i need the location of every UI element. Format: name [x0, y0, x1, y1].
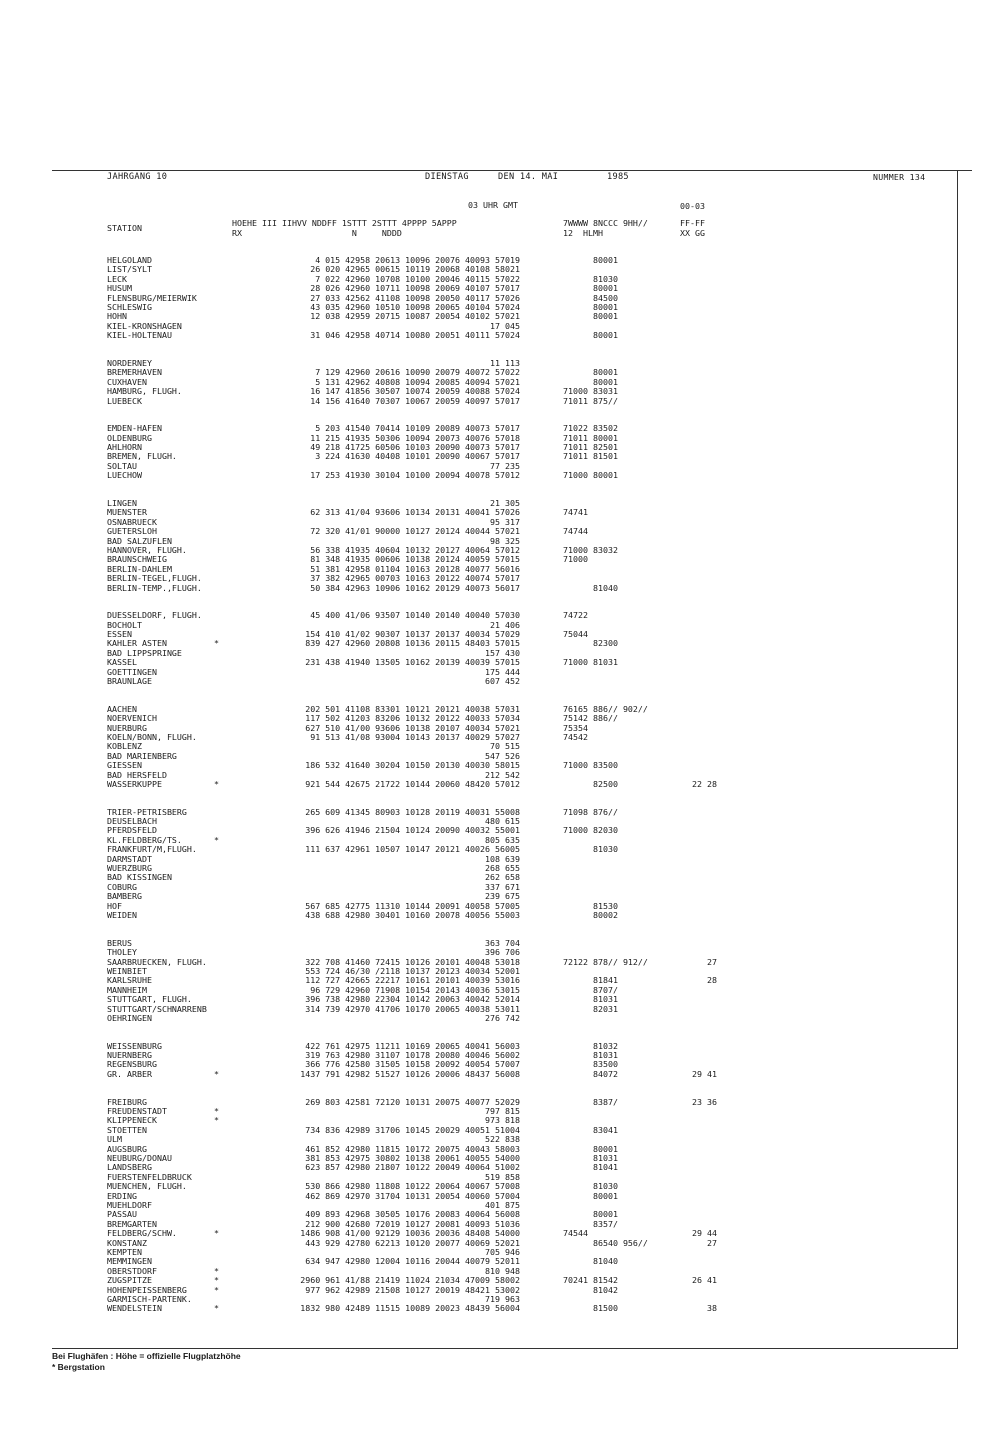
mountain-marker: *	[214, 834, 219, 845]
station-name: BAD SALZUFLEN	[107, 535, 172, 546]
weather-groups: 81031	[563, 1050, 618, 1060]
synop-groups: 262 658	[485, 872, 520, 883]
mountain-marker: *	[214, 778, 219, 789]
station-name: NORDERNEY	[107, 357, 152, 368]
column-weather-sub: 12 HLMH	[563, 228, 603, 238]
synop-groups: 49 218 41725 60506 10103 20090 40073 57017	[310, 442, 520, 452]
station-name: AHLHORN	[107, 442, 142, 452]
mountain-marker: *	[214, 1265, 219, 1276]
station-name: BAD HERSFELD	[107, 769, 167, 780]
weather-groups: 71000	[563, 554, 588, 565]
gust-values: 27	[692, 1237, 717, 1248]
station-name: HUSUM	[107, 283, 132, 294]
station-name: LIST/SYLT	[107, 264, 152, 275]
weather-groups: 80001	[563, 330, 618, 341]
station-name: HOHN	[107, 311, 127, 322]
station-name: AUGSBURG	[107, 1143, 147, 1154]
weather-groups: 86540 956//	[563, 1237, 648, 1248]
station-name: BERUS	[107, 937, 132, 948]
weather-groups: 81041	[563, 1162, 618, 1173]
synop-groups: 186 532 41640 30204 10150 20130 40030 58015	[305, 760, 520, 771]
date-label: DEN 14. MAI	[498, 172, 559, 182]
weather-groups: 76165 886// 902//	[563, 703, 648, 714]
synop-groups: 973 818	[485, 1115, 520, 1126]
station-name: ERDING	[107, 1190, 137, 1201]
footnotes	[52, 1351, 241, 1373]
station-name: ESSEN	[107, 629, 132, 639]
station-name: CUXHAVEN	[107, 376, 147, 387]
synop-groups: 11 215 41935 50306 10094 20073 40076 57018	[310, 432, 520, 443]
synop-groups: 70 515	[490, 741, 520, 752]
station-name: KARLSRUHE	[107, 975, 152, 986]
weather-groups: 82031	[563, 1003, 618, 1014]
synop-groups: 51 381 42958 01104 10163 20128 40077 56016	[310, 563, 520, 574]
weather-groups: 82300	[563, 638, 618, 649]
station-name: KIEL-KRONSHAGEN	[107, 320, 182, 331]
weather-groups: 74542	[563, 731, 588, 742]
gust-values: 29 44	[692, 1228, 717, 1239]
station-name: BRAUNLAGE	[107, 676, 152, 686]
synop-groups: 17 045	[490, 320, 520, 331]
station-name: SAARBRUECKEN, FLUGH.	[107, 956, 207, 967]
synop-groups: 7 129 42960 20616 10090 20079 40072 57022	[315, 367, 520, 378]
synop-groups: 95 317	[490, 516, 520, 527]
station-name: OSNABRUECK	[107, 516, 157, 527]
synop-groups: 11 113	[490, 357, 520, 368]
column-wind: FF-FF	[680, 218, 705, 228]
column-wind-sub: XX GG	[680, 228, 705, 238]
weather-groups: 81031	[563, 1152, 618, 1163]
synop-groups: 396 626 41946 21504 10124 20090 40032 55001	[305, 825, 520, 836]
weather-groups: 71011 81501	[563, 451, 618, 462]
station-name: BREMERHAVEN	[107, 367, 162, 378]
synop-groups: 117 502 41203 83206 10132 20122 40033 57034	[305, 713, 520, 724]
synop-groups: 212 900 42680 72019 10127 20081 40093 51036	[305, 1218, 520, 1229]
weather-groups: 80001	[563, 311, 618, 322]
synop-groups: 553 724 46/30 /2118 10137 20123 40034 52001	[305, 965, 520, 976]
weather-groups: 81841	[563, 975, 618, 986]
synop-groups: 12 038 42959 20715 10087 20054 40102 57021	[310, 311, 520, 322]
station-name: BERLIN-DAHLEM	[107, 563, 172, 574]
synop-groups: 319 763 42980 31107 10178 20080 40046 56002	[305, 1050, 520, 1060]
weather-groups: 74722	[563, 610, 588, 621]
station-name: OBERSTDORF	[107, 1265, 157, 1276]
station-name: WEINBIET	[107, 965, 147, 976]
synop-groups: 719 963	[485, 1293, 520, 1304]
synop-groups: 409 893 42968 30505 10176 20083 40064 56008	[305, 1209, 520, 1220]
weather-groups: 81040	[563, 1256, 618, 1267]
synop-groups: 21 406	[490, 619, 520, 630]
weather-groups: 80002	[563, 910, 618, 920]
synop-groups: 480 615	[485, 816, 520, 826]
synop-groups: 111 637 42961 10507 10147 20121 40026 56005	[305, 844, 520, 855]
synop-groups: 363 704	[485, 937, 520, 948]
synop-groups: 438 688 42980 30401 10160 20078 40056 55003	[305, 910, 520, 920]
station-name: FREUDENSTADT	[107, 1105, 167, 1116]
weather-groups: 83041	[563, 1124, 618, 1135]
station-name: GOETTINGEN	[107, 666, 157, 677]
station-name: HOF	[107, 900, 122, 911]
synop-groups: 461 852 42980 11815 10172 20075 40043 58003	[305, 1143, 520, 1154]
synop-groups: 112 727 42665 22217 10161 20101 40039 53016	[305, 975, 520, 986]
synop-groups: 322 708 41460 72415 10126 20101 40048 53018	[305, 956, 520, 967]
station-name: WEIDEN	[107, 910, 137, 920]
station-name: FLENSBURG/MEIERWIK	[107, 292, 197, 303]
gust-values: 26 41	[692, 1275, 717, 1286]
synop-groups: 21 305	[490, 497, 520, 508]
station-name: BREMEN, FLUGH.	[107, 451, 177, 462]
weather-groups: 80001	[563, 283, 618, 294]
station-name: HOHENPEISSENBERG	[107, 1284, 187, 1295]
synop-groups: 239 675	[485, 891, 520, 902]
station-name: WEISSENBURG	[107, 1040, 162, 1051]
gust-values: 29 41	[692, 1068, 717, 1079]
station-name: WENDELSTEIN	[107, 1303, 162, 1314]
synop-groups: 5 131 42962 40808 10094 20085 40094 57021	[315, 376, 520, 387]
station-name: MEMMINGEN	[107, 1256, 152, 1267]
station-name: KASSEL	[107, 657, 137, 668]
synop-groups: 91 513 41/08 93004 10143 20137 40029 57027	[310, 731, 520, 742]
mountain-marker: *	[214, 1284, 219, 1295]
station-name: HELGOLAND	[107, 255, 152, 265]
station-name: GUETERSLOH	[107, 526, 157, 537]
weather-groups: 75354	[563, 722, 588, 733]
gust-values: 27	[692, 956, 717, 967]
station-name: REGENSBURG	[107, 1059, 157, 1070]
synop-groups: 5 203 41540 70414 10109 20089 40073 57017	[315, 423, 520, 434]
station-name: LUECHOW	[107, 470, 142, 481]
station-name: STOETTEN	[107, 1124, 147, 1135]
station-name: BAD KISSINGEN	[107, 872, 172, 883]
weather-groups: 71000 80001	[563, 470, 618, 481]
station-name: GR. ARBER	[107, 1068, 152, 1079]
station-name: MUENSTER	[107, 507, 147, 518]
synop-groups: 26 020 42965 00615 10119 20068 40108 58021	[310, 264, 520, 275]
synop-groups: 634 947 42980 12004 10116 20044 40079 52011	[305, 1256, 520, 1267]
synop-groups: 396 738 42980 22304 10142 20063 40042 52014	[305, 994, 520, 1005]
synop-groups: 522 838	[485, 1134, 520, 1145]
station-name: STUTTGART, FLUGH.	[107, 994, 192, 1005]
station-name: NOERVENICH	[107, 713, 157, 724]
synop-groups: 567 685 42775 11310 10144 20091 40058 57005	[305, 900, 520, 911]
weather-groups: 81042	[563, 1284, 618, 1295]
station-name: PFERDSFELD	[107, 825, 157, 836]
station-name: NEUBURG/DONAU	[107, 1152, 172, 1163]
station-name: WUERZBURG	[107, 863, 152, 873]
synop-groups: 396 706	[485, 947, 520, 958]
synop-groups: 27 033 42562 41108 10098 20050 40117 57026	[310, 292, 520, 303]
weather-groups: 74544	[563, 1228, 588, 1239]
synop-groups: 81 348 41935 00606 10138 20124 40059 57015	[310, 554, 520, 565]
synop-groups: 28 026 42960 10711 10098 20069 40107 57017	[310, 283, 520, 294]
station-name: KEMPTEN	[107, 1246, 142, 1257]
synop-groups: 443 929 42780 62213 10120 20077 40069 52021	[305, 1237, 520, 1248]
synop-groups: 96 729 42960 71908 10154 20143 40036 53015	[310, 984, 520, 995]
station-name: GIESSEN	[107, 760, 142, 771]
station-name: SCHLESWIG	[107, 302, 152, 312]
synop-groups: 14 156 41640 70307 10067 20059 40097 57017	[310, 395, 520, 406]
volume-label: JAHRGANG 10	[107, 172, 168, 182]
weather-groups: 80001	[563, 1143, 618, 1154]
weather-groups: 81031	[563, 994, 618, 1005]
issue-number: NUMMER 134	[873, 172, 926, 182]
gust-values: 38	[692, 1303, 717, 1314]
synop-groups: 623 857 42980 21807 10122 20049 40064 51002	[305, 1162, 520, 1173]
synop-groups: 547 526	[485, 750, 520, 761]
column-main: HOEHE III IIHVV NDDFF 1STTT 2STTT 4PPPP 5APPP	[232, 218, 457, 228]
station-name: COBURG	[107, 881, 137, 892]
station-name: KOELN/BONN, FLUGH.	[107, 731, 197, 742]
station-name: BERLIN-TEMP.,FLUGH.	[107, 582, 202, 593]
station-name: LINGEN	[107, 497, 137, 508]
synop-groups: 3 224 41630 40408 10101 20090 40067 57017	[315, 451, 520, 462]
station-name: WASSERKUPPE	[107, 778, 162, 789]
mountain-marker: *	[214, 1105, 219, 1116]
synop-groups: 50 384 42963 10906 10162 20129 40073 56017	[310, 582, 520, 593]
synop-groups: 269 803 42581 72120 10131 20075 40077 52029	[305, 1096, 520, 1107]
weather-groups: 74741	[563, 507, 588, 518]
weather-groups: 81030	[563, 273, 618, 284]
weather-groups: 81040	[563, 582, 618, 593]
station-name: BREMGARTEN	[107, 1218, 157, 1229]
synop-groups: 381 853 42975 30802 10138 20061 40055 54000	[305, 1152, 520, 1163]
mountain-marker: *	[214, 1275, 219, 1286]
column-station: STATION	[107, 223, 142, 233]
mountain-marker: *	[214, 1115, 219, 1126]
weather-groups: 71022 83502	[563, 423, 618, 434]
station-name: KIEL-HOLTENAU	[107, 330, 172, 341]
synop-groups: 77 235	[490, 460, 520, 471]
station-name: FRANKFURT/M,FLUGH.	[107, 844, 197, 855]
weather-groups: 80001	[563, 367, 618, 378]
station-name: NUERNBERG	[107, 1050, 152, 1060]
station-name: DEUSELBACH	[107, 816, 157, 826]
station-name: MANNHEIM	[107, 984, 147, 995]
synop-groups: 4 015 42958 20613 10096 20076 40093 57019	[315, 255, 520, 265]
station-name: HANNOVER, FLUGH.	[107, 544, 187, 555]
station-name: ZUGSPITZE	[107, 1275, 152, 1286]
footnote-mountain: * Bergstation	[52, 1362, 105, 1372]
station-name: LECK	[107, 273, 127, 284]
station-name: OEHRINGEN	[107, 1012, 152, 1023]
weather-groups: 80001	[563, 255, 618, 265]
synop-groups: 212 542	[485, 769, 520, 780]
synop-groups: 1437 791 42982 51527 10126 20006 48437 56008	[300, 1068, 520, 1079]
gust-values: 28	[692, 975, 717, 986]
synop-groups: 734 836 42989 31706 10145 20029 40051 51004	[305, 1124, 520, 1135]
station-name: BOCHOLT	[107, 619, 142, 630]
synop-groups: 62 313 41/04 93606 10134 20131 40041 57026	[310, 507, 520, 518]
synop-groups: 45 400 41/06 93507 10140 20140 40040 57030	[310, 610, 520, 621]
station-name: BRAUNSCHWEIG	[107, 554, 167, 565]
synop-groups: 231 438 41940 13505 10162 20139 40039 57015	[305, 657, 520, 668]
synop-groups: 108 639	[485, 853, 520, 864]
weather-groups: 71000 83032	[563, 544, 618, 555]
synop-groups: 977 962 42989 21508 10127 20019 48421 53002	[305, 1284, 520, 1295]
weather-groups: 84500	[563, 292, 618, 303]
station-name: FUERSTENFELDBRUCK	[107, 1171, 192, 1182]
station-name: HAMBURG, FLUGH.	[107, 386, 182, 397]
synop-groups: 366 776 42580 31505 10158 20092 40054 57007	[305, 1059, 520, 1070]
synop-groups: 810 948	[485, 1265, 520, 1276]
weather-groups: 74744	[563, 526, 588, 537]
station-name: GARMISCH-PARTENK.	[107, 1293, 192, 1304]
synop-groups: 401 875	[485, 1199, 520, 1210]
station-name: LUEBECK	[107, 395, 142, 406]
gust-values: 23 36	[692, 1096, 717, 1107]
synop-groups: 31 046 42958 40714 10080 20051 40111 57024	[310, 330, 520, 341]
synop-groups: 805 635	[485, 834, 520, 845]
synop-groups: 462 869 42970 31704 10131 20054 40060 57004	[305, 1190, 520, 1201]
station-name: SOLTAU	[107, 460, 137, 471]
synop-groups: 705 946	[485, 1246, 520, 1257]
synop-groups: 154 410 41/02 90307 10137 20137 40034 57029	[305, 629, 520, 639]
station-name: MUEHLDORF	[107, 1199, 152, 1210]
synop-groups: 519 858	[485, 1171, 520, 1182]
station-name: BAD MARIENBERG	[107, 750, 177, 761]
synop-groups: 175 444	[485, 666, 520, 677]
synop-groups: 627 510 41/00 93606 10138 20107 40034 57021	[305, 722, 520, 733]
synop-groups: 314 739 42970 41706 10170 20065 40038 53011	[305, 1003, 520, 1014]
weather-groups: 75142 886//	[563, 713, 618, 724]
station-name: KONSTANZ	[107, 1237, 147, 1248]
synop-groups: 276 742	[485, 1012, 520, 1023]
synop-groups: 72 320 41/01 90000 10127 20124 40044 57021	[310, 526, 520, 537]
weather-groups: 82500	[563, 778, 618, 789]
synop-groups: 1832 980 42489 11515 10089 20023 48439 56004	[300, 1303, 520, 1314]
station-name: ULM	[107, 1134, 122, 1145]
weather-groups: 80001	[563, 1190, 618, 1201]
weather-groups: 71000 81031	[563, 657, 618, 668]
observation-period: 00-03	[680, 201, 705, 211]
weather-groups: 71000 82030	[563, 825, 618, 836]
synop-groups: 530 866 42980 11808 10122 20064 40067 57008	[305, 1181, 520, 1192]
mountain-marker: *	[214, 1068, 219, 1079]
synop-groups: 157 430	[485, 647, 520, 658]
station-name: OLDENBURG	[107, 432, 152, 443]
weather-groups: 81530	[563, 900, 618, 911]
station-name: THOLEY	[107, 947, 137, 958]
station-name: KAHLER ASTEN	[107, 638, 167, 649]
gust-values: 22 28	[692, 778, 717, 789]
synop-groups: 16 147 41856 30507 10074 20059 40088 57024	[310, 386, 520, 397]
station-name: KLIPPENECK	[107, 1115, 157, 1126]
station-name: BERLIN-TEGEL,FLUGH.	[107, 573, 202, 584]
synop-groups: 1486 908 41/00 92129 10036 20036 48408 54000	[300, 1228, 520, 1239]
synop-groups: 2960 961 41/88 21419 11024 21034 47009 58002	[300, 1275, 520, 1286]
year-label: 1985	[607, 172, 629, 182]
station-name: KOBLENZ	[107, 741, 142, 752]
mountain-marker: *	[214, 638, 219, 649]
synop-groups: 202 501 41108 83301 10121 20121 40038 57031	[305, 703, 520, 714]
station-name: BAMBERG	[107, 891, 142, 902]
synop-groups: 839 427 42960 20808 10136 20115 48403 57015	[305, 638, 520, 649]
column-main-sub: RX N NDDD	[232, 228, 402, 238]
weather-groups: 81032	[563, 1040, 618, 1051]
station-name: KL.FELDBERG/TS.	[107, 834, 182, 845]
weather-groups: 71000 83031	[563, 386, 618, 397]
station-name: PASSAU	[107, 1209, 137, 1220]
station-name: LANDSBERG	[107, 1162, 152, 1173]
weather-groups: 71011 82501	[563, 442, 618, 452]
synop-groups: 268 655	[485, 863, 520, 873]
weather-groups: 71011 875//	[563, 395, 618, 406]
weather-groups: 81500	[563, 1303, 618, 1314]
synop-groups: 98 325	[490, 535, 520, 546]
weather-groups: 84072	[563, 1068, 618, 1079]
station-name: DARMSTADT	[107, 853, 152, 864]
station-name: FELDBERG/SCHW.	[107, 1228, 177, 1239]
synop-groups: 37 382 42965 00703 10163 20122 40074 57017	[310, 573, 520, 584]
weather-groups: 72122 878// 912//	[563, 956, 648, 967]
weekday-label: DIENSTAG	[425, 172, 469, 182]
weather-groups: 8357/	[563, 1218, 618, 1229]
weather-groups: 80001	[563, 376, 618, 387]
synop-groups: 921 544 42675 21722 10144 20060 48420 57012	[305, 778, 520, 789]
station-name: AACHEN	[107, 703, 137, 714]
weather-groups: 81030	[563, 844, 618, 855]
mountain-marker: *	[214, 1303, 219, 1314]
weather-groups: 81030	[563, 1181, 618, 1192]
synop-groups: 607 452	[485, 676, 520, 686]
synop-groups: 43 035 42960 10510 10098 20065 40104 57024	[310, 302, 520, 312]
station-name: BAD LIPPSPRINGE	[107, 647, 182, 658]
weather-groups: 70241 81542	[563, 1275, 618, 1286]
weather-groups: 80001	[563, 302, 618, 312]
weather-groups: 80001	[563, 1209, 618, 1220]
weather-groups: 71098 876//	[563, 806, 618, 817]
synop-groups: 17 253 41930 30104 10100 20094 40078 57012	[310, 470, 520, 481]
station-name: FREIBURG	[107, 1096, 147, 1107]
column-weather: 7WWWW 8NCCC 9HH//	[563, 218, 648, 228]
footnote-airports: Bei Flughäfen : Höhe = offizielle Flugplatzhöhe	[52, 1351, 241, 1361]
weather-groups: 71011 80001	[563, 432, 618, 443]
weather-groups: 83500	[563, 1059, 618, 1070]
weather-groups: 75044	[563, 629, 588, 639]
station-name: NUERBURG	[107, 722, 147, 733]
mountain-marker: *	[214, 1228, 219, 1239]
station-name: STUTTGART/SCHNARRENB	[107, 1003, 207, 1014]
station-name: EMDEN-HAFEN	[107, 423, 162, 434]
station-name: MUENCHEN, FLUGH.	[107, 1181, 187, 1192]
synop-groups: 422 761 42975 11211 10169 20065 40041 56003	[305, 1040, 520, 1051]
weather-groups: 8707/	[563, 984, 618, 995]
station-name: TRIER-PETRISBERG	[107, 806, 187, 817]
synop-groups: 7 022 42960 10708 10100 20046 40115 57022	[315, 273, 520, 284]
synop-groups: 56 338 41935 40604 10132 20127 40064 57012	[310, 544, 520, 555]
weather-groups: 8387/	[563, 1096, 618, 1107]
synop-groups: 265 609 41345 80903 10128 20119 40031 55008	[305, 806, 520, 817]
synop-groups: 797 815	[485, 1105, 520, 1116]
station-name: DUESSELDORF, FLUGH.	[107, 610, 202, 621]
synop-groups: 337 671	[485, 881, 520, 892]
weather-groups: 71000 83500	[563, 760, 618, 771]
observation-time: 03 UHR GMT	[468, 200, 518, 210]
